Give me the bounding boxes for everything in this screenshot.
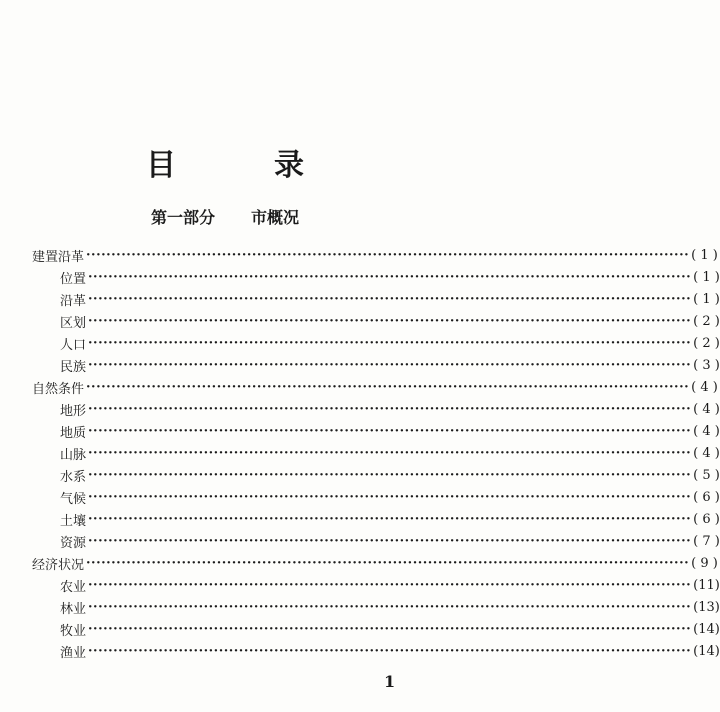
toc-leader-dots: ························································································································	[88, 291, 692, 307]
part-name: 市概况	[251, 208, 300, 227]
toc-entry-page: ( 2 )	[693, 335, 720, 351]
toc-entry-label: 牧业	[60, 623, 87, 639]
toc-entry	[32, 596, 720, 618]
toc-entry	[32, 244, 718, 266]
toc-leader-dots: ························································································································	[88, 489, 692, 505]
toc-entry	[32, 574, 720, 596]
toc-entry-label: 人口	[60, 337, 87, 353]
toc-entry-label: 区划	[60, 315, 87, 331]
toc-entry-page: (13)	[693, 599, 720, 615]
toc-entry	[32, 310, 720, 332]
toc-entry-page: ( 1 )	[691, 247, 718, 263]
toc-leader-dots: ························································································································	[88, 533, 692, 549]
toc-entry-label: 沿革	[60, 293, 87, 309]
page-title: 目 录	[146, 148, 338, 183]
toc-entry	[32, 442, 720, 464]
toc-entry-label: 位置	[60, 271, 87, 287]
toc-entry-page: (14)	[693, 621, 720, 637]
toc-entry-page: ( 5 )	[693, 467, 720, 483]
toc-entry	[32, 420, 720, 442]
toc-entry	[32, 618, 720, 640]
toc-entry-page: ( 6 )	[693, 489, 720, 505]
toc-entry-label: 民族	[60, 359, 87, 375]
toc-entry	[32, 640, 720, 662]
toc-leader-dots: ························································································································	[88, 401, 692, 417]
toc-leader-dots: ························································································································	[88, 511, 692, 527]
toc-entry-label: 经济状况	[32, 557, 85, 573]
toc-entry-page: ( 4 )	[693, 401, 720, 417]
toc-entry-page: ( 6 )	[693, 511, 720, 527]
toc-entry-page: ( 4 )	[693, 445, 720, 461]
toc-leader-dots: ························································································································	[86, 247, 690, 263]
toc-leader-dots: ························································································································	[88, 643, 692, 659]
toc-entry-page: ( 3 )	[693, 357, 720, 373]
toc-entry-label: 水系	[60, 469, 87, 485]
toc-entry	[32, 486, 720, 508]
toc-entry	[32, 508, 720, 530]
toc-entry-label: 自然条件	[32, 381, 85, 397]
toc-entry-page: ( 4 )	[691, 379, 718, 395]
toc-entry-label: 气候	[60, 491, 87, 507]
toc-entry-label: 土壤	[60, 513, 87, 529]
toc-entry-page: (11)	[693, 577, 720, 593]
toc-entry-label: 林业	[60, 601, 87, 617]
page-number: 1	[384, 672, 396, 691]
toc-entry-page: ( 1 )	[693, 269, 720, 285]
toc-leader-dots: ························································································································	[88, 577, 692, 593]
toc-entry-label: 资源	[60, 535, 87, 551]
toc-entry-label: 山脉	[60, 447, 87, 463]
toc-entry	[32, 530, 720, 552]
toc-leader-dots: ························································································································	[88, 269, 692, 285]
toc-entry	[32, 288, 720, 310]
toc-entry-label: 农业	[60, 579, 87, 595]
toc-leader-dots: ························································································································	[88, 423, 692, 439]
toc-entry-page: ( 1 )	[693, 291, 720, 307]
toc-entry	[32, 464, 720, 486]
toc-entry-page: ( 7 )	[693, 533, 720, 549]
toc-entry	[32, 332, 720, 354]
toc-entry-page: ( 4 )	[693, 423, 720, 439]
part-heading	[0, 205, 450, 228]
part-label: 第一部分	[150, 208, 215, 227]
toc-entry	[32, 552, 718, 574]
toc-leader-dots: ························································································································	[88, 599, 692, 615]
toc-leader-dots: ························································································································	[88, 621, 692, 637]
toc-entry-label: 渔业	[60, 645, 87, 661]
toc-entry-label: 地质	[60, 425, 87, 441]
toc-entry	[32, 398, 720, 420]
toc-entry-label: 地形	[60, 403, 87, 419]
toc-entry-page: ( 9 )	[691, 555, 718, 571]
toc-entry-label: 建置沿革	[32, 249, 85, 265]
toc-leader-dots: ························································································································	[88, 313, 692, 329]
toc-entry	[32, 354, 720, 376]
toc-leader-dots: ························································································································	[86, 379, 690, 395]
toc-entry	[32, 376, 718, 398]
toc-leader-dots: ························································································································	[88, 467, 692, 483]
toc-leader-dots: ························································································································	[88, 335, 692, 351]
toc-entry	[32, 266, 720, 288]
toc-leader-dots: ························································································································	[88, 445, 692, 461]
table-of-contents	[32, 244, 720, 662]
toc-leader-dots: ························································································································	[86, 555, 690, 571]
toc-entry-page: ( 2 )	[693, 313, 720, 329]
toc-leader-dots: ························································································································	[88, 357, 692, 373]
toc-entry-page: (14)	[693, 643, 720, 659]
